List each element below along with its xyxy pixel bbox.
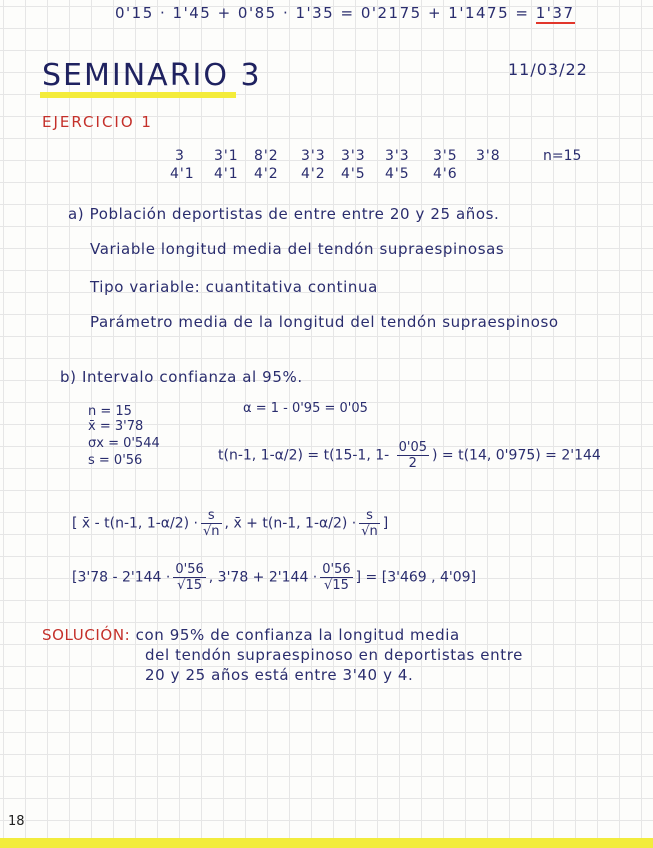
interval-num-result: ] = [3'469 , 4'09] — [355, 569, 477, 586]
n-value: n = 15 — [88, 404, 132, 419]
fraction-s-sqrtn — [359, 508, 380, 539]
solution-label: SOLUCIÓN: — [42, 626, 131, 644]
data-value: 3'1 — [214, 148, 239, 164]
data-value: 4'2 — [301, 166, 326, 182]
frac-sqrt-n: √n — [203, 524, 220, 539]
frac-sqrt15: √15 — [324, 578, 349, 593]
data-value: 3 — [175, 148, 185, 164]
interval-numeric — [72, 562, 476, 593]
top-calculation-expr: 0'15 · 1'45 + 0'85 · 1'35 = 0'2175 + 1'1475 = — [115, 4, 536, 22]
data-value: 4'1 — [170, 166, 195, 182]
sigma-value: σx = 0'544 — [88, 436, 160, 451]
data-value: 3'5 — [433, 148, 458, 164]
bottom-highlight-bar — [0, 838, 653, 848]
interval-num-left: [3'78 - 2'144 · — [72, 569, 171, 586]
interval-general — [72, 508, 388, 539]
top-calculation-result: 1'37 — [535, 4, 575, 22]
frac-056: 0'56 — [175, 562, 204, 577]
data-value: 3'3 — [385, 148, 410, 164]
t-expr-left: t(n-1, 1-α/2) = t(15-1, 1- — [218, 447, 394, 464]
interval-general-mid: , x̄ + t(n-1, 1-α/2) · — [224, 515, 357, 532]
data-value: 4'2 — [254, 166, 279, 182]
data-value: 4'6 — [433, 166, 458, 182]
t-expr-right: ) = t(14, 0'975) = — [432, 447, 562, 464]
exercise-heading: EJERCICIO 1 — [42, 113, 153, 131]
population-text: Población deportistas de entre entre 20 y 25 años. — [89, 205, 500, 223]
frac-s: s — [201, 508, 222, 524]
s-value: s = 0'56 — [88, 453, 143, 468]
part-a-label: a) — [68, 205, 85, 223]
fraction-s-sqrtn — [201, 508, 222, 539]
part-a-type: Tipo variable: cuantitativa continua — [90, 278, 378, 296]
part-b-title-text: Intervalo confianza al 95%. — [81, 368, 303, 386]
alpha-value: α = 1 - 0'95 = 0'05 — [243, 401, 368, 416]
solution-line-1 — [42, 626, 460, 644]
t-value: 2'144 — [561, 447, 601, 464]
solution-text-1: con 95% de confianza la longitud media — [135, 626, 460, 644]
frac-sqrt-n: √n — [361, 524, 378, 539]
date: 11/03/22 — [508, 60, 588, 79]
page-number: 18 — [8, 814, 25, 829]
t-fraction — [397, 440, 429, 471]
frac-056: 0'56 — [322, 562, 351, 577]
page-title: SEMINARIO 3 — [42, 58, 262, 93]
interval-general-close: ] — [382, 515, 389, 532]
part-b-title — [60, 368, 303, 386]
part-a-parameter: Parámetro media de la longitud del tendón supraespinoso — [90, 313, 559, 331]
interval-num-mid: , 3'78 + 2'144 · — [208, 569, 318, 586]
t-expression — [218, 440, 601, 471]
fraction-056-sqrt15 — [320, 562, 352, 593]
part-b-label: b) — [60, 368, 77, 386]
fraction-056-sqrt15 — [173, 562, 205, 593]
frac-sqrt15: √15 — [177, 578, 202, 593]
mean-value: x̄ = 3'78 — [88, 419, 144, 434]
data-value: 4'5 — [385, 166, 410, 182]
data-value: 3'8 — [476, 148, 501, 164]
interval-general-left: [ x̄ - t(n-1, 1-α/2) · — [72, 515, 199, 532]
part-a-population — [68, 205, 499, 223]
top-calculation — [115, 4, 575, 22]
t-frac-num: 0'05 — [398, 440, 428, 455]
t-frac-den: 2 — [408, 456, 417, 471]
solution-line-3: 20 y 25 años está entre 3'40 y 4. — [145, 666, 414, 684]
data-value: 8'2 — [254, 148, 279, 164]
data-value: 4'1 — [214, 166, 239, 182]
sample-size-label: n=15 — [543, 148, 582, 164]
data-value: 3'3 — [301, 148, 326, 164]
data-value: 3'3 — [341, 148, 366, 164]
frac-s: s — [359, 508, 380, 524]
part-a-variable: Variable longitud media del tendón supraespinosas — [90, 240, 505, 258]
data-value: 4'5 — [341, 166, 366, 182]
solution-line-2: del tendón supraespinoso en deportistas entre — [145, 646, 523, 664]
